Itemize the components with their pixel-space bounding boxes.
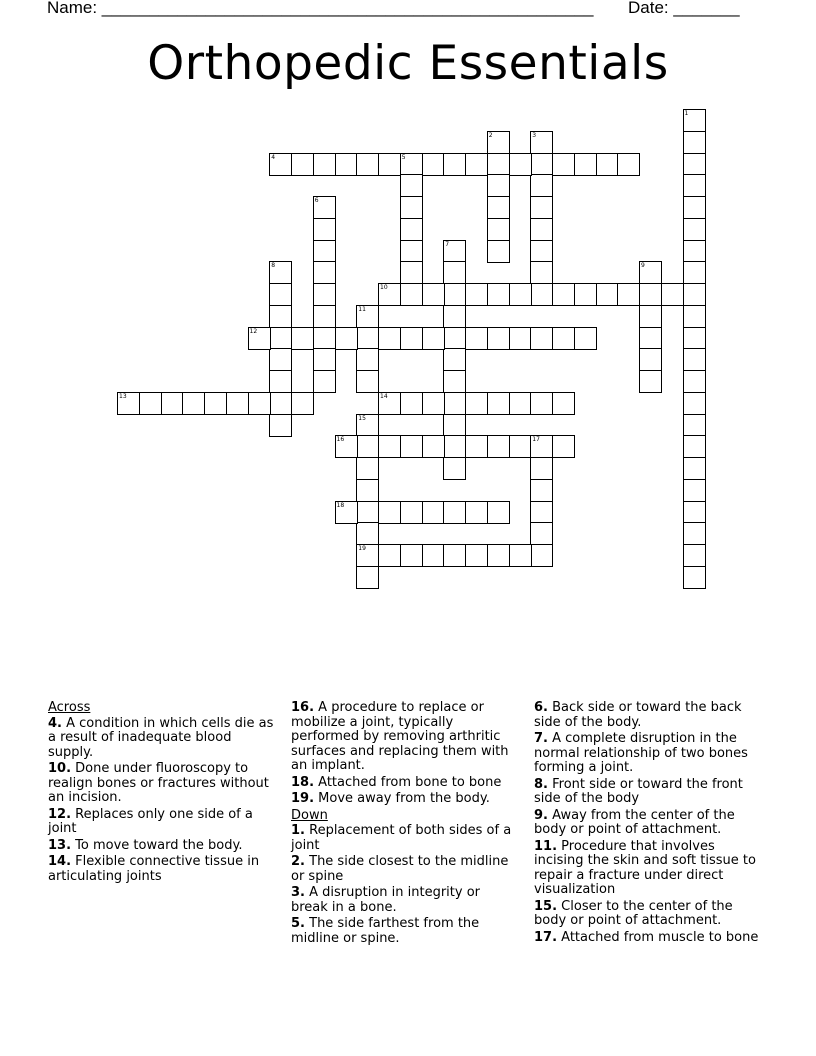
crossword-cell[interactable] xyxy=(487,240,510,263)
crossword-cell[interactable] xyxy=(356,327,379,350)
clue-number: 8 xyxy=(271,262,276,270)
clue-number: 19 xyxy=(358,545,366,552)
crossword-cell[interactable] xyxy=(269,261,292,284)
crossword-cell[interactable] xyxy=(683,544,706,567)
crossword-cell[interactable] xyxy=(661,283,684,306)
clue-number: 4 xyxy=(271,153,276,161)
clue-down-3: 3. A disruption in integrity or break in a bone. xyxy=(291,885,481,915)
clues-column-3 xyxy=(534,701,766,947)
crossword-cell[interactable] xyxy=(574,283,597,306)
crossword-cell[interactable] xyxy=(400,501,423,524)
crossword-cell[interactable] xyxy=(530,153,553,176)
crossword-cell[interactable] xyxy=(204,392,227,415)
crossword-cell[interactable] xyxy=(465,327,488,350)
crossword-cell[interactable] xyxy=(530,131,553,154)
crossword-cell[interactable] xyxy=(443,240,466,263)
crossword-cell[interactable] xyxy=(574,153,597,176)
crossword-cell[interactable] xyxy=(356,370,379,393)
clue-down-9: 9. Away from the center of the body or point of attachment. xyxy=(534,807,735,837)
crossword-cell[interactable] xyxy=(226,392,249,415)
crossword-cell[interactable] xyxy=(422,435,445,458)
crossword-cell[interactable] xyxy=(509,153,532,176)
crossword-cell[interactable] xyxy=(639,370,662,393)
crossword-cell[interactable] xyxy=(378,544,401,567)
crossword-cell[interactable] xyxy=(400,544,423,567)
clue-number: 12 xyxy=(249,327,258,335)
crossword-cell[interactable] xyxy=(378,327,401,350)
crossword-cell[interactable] xyxy=(552,435,575,458)
crossword-cell[interactable] xyxy=(400,153,423,176)
crossword-cell[interactable] xyxy=(683,522,706,545)
crossword-cell[interactable] xyxy=(683,261,706,284)
clue-down-7: 7. A complete disruption in the normal relationship of two bones forming a joint. xyxy=(534,731,748,775)
crossword-cell[interactable] xyxy=(487,392,510,415)
crossword-cell[interactable] xyxy=(269,283,292,306)
crossword-cell[interactable] xyxy=(443,283,466,306)
clue-number: 2 xyxy=(488,131,493,139)
crossword-cell[interactable] xyxy=(117,392,140,415)
crossword-cell[interactable] xyxy=(161,392,184,415)
crossword-cell[interactable] xyxy=(335,435,358,458)
crossword-cell[interactable] xyxy=(313,261,336,284)
crossword-cell[interactable] xyxy=(313,283,336,306)
crossword-cell[interactable] xyxy=(400,392,423,415)
crossword-cell[interactable] xyxy=(596,153,619,176)
date-field-label: Date: _______ xyxy=(628,0,740,17)
crossword-cell[interactable] xyxy=(683,283,706,306)
crossword-cell[interactable] xyxy=(683,414,706,437)
crossword-cell[interactable] xyxy=(356,414,379,437)
crossword-cell[interactable] xyxy=(400,327,423,350)
down-heading: Down xyxy=(291,807,328,823)
crossword-cell[interactable] xyxy=(617,283,640,306)
crossword-cell[interactable] xyxy=(269,327,292,350)
crossword-cell[interactable] xyxy=(248,327,271,350)
crossword-cell[interactable] xyxy=(487,131,510,154)
clue-number: 6 xyxy=(314,197,319,204)
crossword-cell[interactable] xyxy=(465,544,488,567)
crossword-cell[interactable] xyxy=(313,218,336,241)
crossword-cell[interactable] xyxy=(313,348,336,371)
crossword-cell[interactable] xyxy=(269,348,292,371)
crossword-cell[interactable] xyxy=(356,566,379,589)
crossword-cell[interactable] xyxy=(683,348,706,371)
crossword-cell[interactable] xyxy=(509,544,532,567)
crossword-cell[interactable] xyxy=(487,218,510,241)
crossword-cell[interactable] xyxy=(509,283,532,306)
crossword-cell[interactable] xyxy=(617,153,640,176)
crossword-cell[interactable] xyxy=(443,261,466,284)
clue-number: 14 xyxy=(380,392,388,400)
crossword-cell[interactable] xyxy=(400,261,423,284)
crossword-cell[interactable] xyxy=(683,218,706,241)
crossword-cell[interactable] xyxy=(400,283,423,306)
crossword-cell[interactable] xyxy=(269,392,292,415)
crossword-cell[interactable] xyxy=(487,153,510,176)
crossword-cell[interactable] xyxy=(683,370,706,393)
crossword-cell[interactable] xyxy=(443,348,466,371)
crossword-cell[interactable] xyxy=(313,327,336,350)
crossword-cell[interactable] xyxy=(378,392,401,415)
crossword-cell[interactable] xyxy=(530,196,553,219)
crossword-cell[interactable] xyxy=(335,327,358,350)
crossword-cell[interactable] xyxy=(487,501,510,524)
crossword-cell[interactable] xyxy=(683,566,706,589)
clue-number: 13 xyxy=(119,392,127,400)
crossword-cell[interactable] xyxy=(356,435,379,458)
crossword-cell[interactable] xyxy=(530,544,553,567)
crossword-cell[interactable] xyxy=(530,261,553,284)
crossword-cell[interactable] xyxy=(443,414,466,437)
crossword-cell[interactable] xyxy=(574,327,597,350)
crossword-cell[interactable] xyxy=(356,457,379,480)
crossword-cell[interactable] xyxy=(683,305,706,328)
clue-number: 9 xyxy=(641,262,645,270)
crossword-cell[interactable] xyxy=(422,544,445,567)
clue-across-12: 12. Replaces only one side of a joint xyxy=(48,806,253,836)
across-heading: Across xyxy=(48,700,91,715)
crossword-cell[interactable] xyxy=(356,305,379,328)
clue-across-19: 19. Move away from the body. xyxy=(291,791,490,806)
crossword-cell[interactable] xyxy=(356,153,379,176)
crossword-cell[interactable] xyxy=(596,283,619,306)
crossword-cell[interactable] xyxy=(683,327,706,350)
crossword-cell[interactable] xyxy=(443,501,466,524)
crossword-cell[interactable] xyxy=(139,392,162,415)
crossword-cell[interactable] xyxy=(530,392,553,415)
crossword-cell[interactable] xyxy=(465,283,488,306)
crossword-cell[interactable] xyxy=(422,392,445,415)
clue-number: 17 xyxy=(532,436,540,444)
crossword-cell[interactable] xyxy=(356,479,379,502)
crossword-cell[interactable] xyxy=(443,327,466,350)
crossword-cell[interactable] xyxy=(422,153,445,176)
crossword-cell[interactable] xyxy=(683,392,706,415)
crossword-cell[interactable] xyxy=(683,196,706,219)
crossword-cell[interactable] xyxy=(683,457,706,480)
crossword-cell[interactable] xyxy=(248,392,271,415)
crossword-cell[interactable] xyxy=(335,153,358,176)
crossword-cell[interactable] xyxy=(313,305,336,328)
clue-number: 16 xyxy=(336,436,345,444)
crossword-cell[interactable] xyxy=(487,174,510,197)
crossword-cell[interactable] xyxy=(335,501,358,524)
crossword-cell[interactable] xyxy=(639,283,662,306)
clue-number: 1 xyxy=(684,110,689,117)
crossword-cell[interactable] xyxy=(313,196,336,219)
crossword-cell[interactable] xyxy=(465,392,488,415)
clue-number: 15 xyxy=(358,414,366,422)
crossword-cell[interactable] xyxy=(552,327,575,350)
clue-down-8: 8. Front side or toward the front side of the body xyxy=(534,776,743,806)
crossword-cell[interactable] xyxy=(291,153,314,176)
clue-across-16: 16. A procedure to replace or mobilize a joint, typically performed by removing arthritic surfaces and replacing them with an implant. xyxy=(291,700,509,773)
crossword-cell[interactable] xyxy=(487,327,510,350)
crossword-cell[interactable] xyxy=(313,370,336,393)
crossword-cell[interactable] xyxy=(269,305,292,328)
crossword-cell[interactable] xyxy=(509,392,532,415)
crossword-cell[interactable] xyxy=(552,392,575,415)
crossword-cell[interactable] xyxy=(552,153,575,176)
crossword-cell[interactable] xyxy=(530,457,553,480)
crossword-cell[interactable] xyxy=(552,283,575,306)
crossword-cell[interactable] xyxy=(487,283,510,306)
crossword-cell[interactable] xyxy=(683,109,706,132)
crossword-cell[interactable] xyxy=(683,174,706,197)
clue-across-4: 4. A condition in which cells die as a result of inadequate blood supply. xyxy=(48,715,274,760)
crossword-cell[interactable] xyxy=(313,240,336,263)
clues-column-2 xyxy=(291,701,516,948)
crossword-cell[interactable] xyxy=(465,435,488,458)
crossword-cell[interactable] xyxy=(530,218,553,241)
crossword-cell[interactable] xyxy=(465,501,488,524)
clue-number: 10 xyxy=(380,284,388,291)
clue-across-10: 10. Done under fluoroscopy to realign bones or fractures without an incision. xyxy=(48,761,269,805)
clues-column-1 xyxy=(48,701,278,886)
crossword-cell[interactable] xyxy=(356,544,379,567)
crossword-cell[interactable] xyxy=(400,435,423,458)
crossword-cell[interactable] xyxy=(443,153,466,176)
crossword-cell[interactable] xyxy=(313,153,336,176)
crossword-cell[interactable] xyxy=(509,435,532,458)
crossword-cell[interactable] xyxy=(378,153,401,176)
crossword-cell[interactable] xyxy=(639,305,662,328)
crossword-cell[interactable] xyxy=(443,392,466,415)
crossword-cell[interactable] xyxy=(683,435,706,458)
crossword-cell[interactable] xyxy=(683,501,706,524)
crossword-cell[interactable] xyxy=(378,435,401,458)
crossword-cell[interactable] xyxy=(269,414,292,437)
clue-down-17: 17. Attached from muscle to bone xyxy=(534,929,759,945)
crossword-cell[interactable] xyxy=(639,261,662,284)
crossword-cell[interactable] xyxy=(530,174,553,197)
clue-down-2: 2. The side closest to the midline or spine xyxy=(291,854,509,884)
crossword-cell[interactable] xyxy=(400,240,423,263)
crossword-cell[interactable] xyxy=(530,522,553,545)
crossword-cell[interactable] xyxy=(356,522,379,545)
clue-number: 7 xyxy=(445,240,450,248)
crossword-cell[interactable] xyxy=(530,479,553,502)
crossword-cell[interactable] xyxy=(530,283,553,306)
name-field-label: Name: ____________________________________________________ xyxy=(47,0,594,17)
clue-across-14: 14. Flexible connective tissue in articulating joints xyxy=(48,854,260,884)
clue-down-1: 1. Replacement of both sides of a joint xyxy=(291,823,512,853)
clue-across-13: 13. To move toward the body. xyxy=(48,837,243,853)
clue-number: 11 xyxy=(358,305,366,313)
crossword-cell[interactable] xyxy=(269,153,292,176)
crossword-cell[interactable] xyxy=(487,435,510,458)
crossword-cell[interactable] xyxy=(443,370,466,393)
crossword-cell[interactable] xyxy=(356,348,379,371)
crossword-cell[interactable] xyxy=(443,305,466,328)
crossword-cell[interactable] xyxy=(683,240,706,263)
crossword-cell[interactable] xyxy=(443,544,466,567)
crossword-cell[interactable] xyxy=(291,327,314,350)
crossword-cell[interactable] xyxy=(356,501,379,524)
page-title: Orthopedic Essentials xyxy=(147,36,669,91)
crossword-cell[interactable] xyxy=(182,392,205,415)
crossword-cell[interactable] xyxy=(291,392,314,415)
clue-number: 5 xyxy=(401,153,406,161)
crossword-cell[interactable] xyxy=(465,153,488,176)
clue-down-6: 6. Back side or toward the back side of the body. xyxy=(534,700,742,730)
crossword-cell[interactable] xyxy=(269,370,292,393)
crossword-cell[interactable] xyxy=(422,501,445,524)
crossword-cell[interactable] xyxy=(400,174,423,197)
clue-down-11: 11. Procedure that involves incising the skin and soft tissue to repair a fracture under direct visualization xyxy=(534,838,756,897)
crossword-cell[interactable] xyxy=(443,435,466,458)
crossword-cell[interactable] xyxy=(400,218,423,241)
crossword-cell[interactable] xyxy=(639,348,662,371)
crossword-cell[interactable] xyxy=(639,327,662,350)
crossword-cell[interactable] xyxy=(683,153,706,176)
crossword-cell[interactable] xyxy=(530,435,553,458)
crossword-cell[interactable] xyxy=(422,327,445,350)
crossword-cell[interactable] xyxy=(443,457,466,480)
crossword-cell[interactable] xyxy=(487,196,510,219)
clue-across-18: 18. Attached from bone to bone xyxy=(291,774,502,790)
crossword-cell[interactable] xyxy=(400,196,423,219)
clue-down-5: 5. The side farthest from the midline or spine. xyxy=(291,916,480,946)
crossword-cell[interactable] xyxy=(530,327,553,350)
crossword-cell[interactable] xyxy=(378,283,401,306)
crossword-cell[interactable] xyxy=(683,131,706,154)
crossword-cell[interactable] xyxy=(530,501,553,524)
clue-number: 18 xyxy=(336,501,345,509)
crossword-cell[interactable] xyxy=(530,240,553,263)
crossword-cell[interactable] xyxy=(487,544,510,567)
clue-number: 3 xyxy=(532,131,537,139)
clue-down-15: 15. Closer to the center of the body or point of attachment. xyxy=(534,898,733,928)
crossword-cell[interactable] xyxy=(509,327,532,350)
crossword-cell[interactable] xyxy=(422,283,445,306)
crossword-cell[interactable] xyxy=(378,501,401,524)
crossword-cell[interactable] xyxy=(683,479,706,502)
